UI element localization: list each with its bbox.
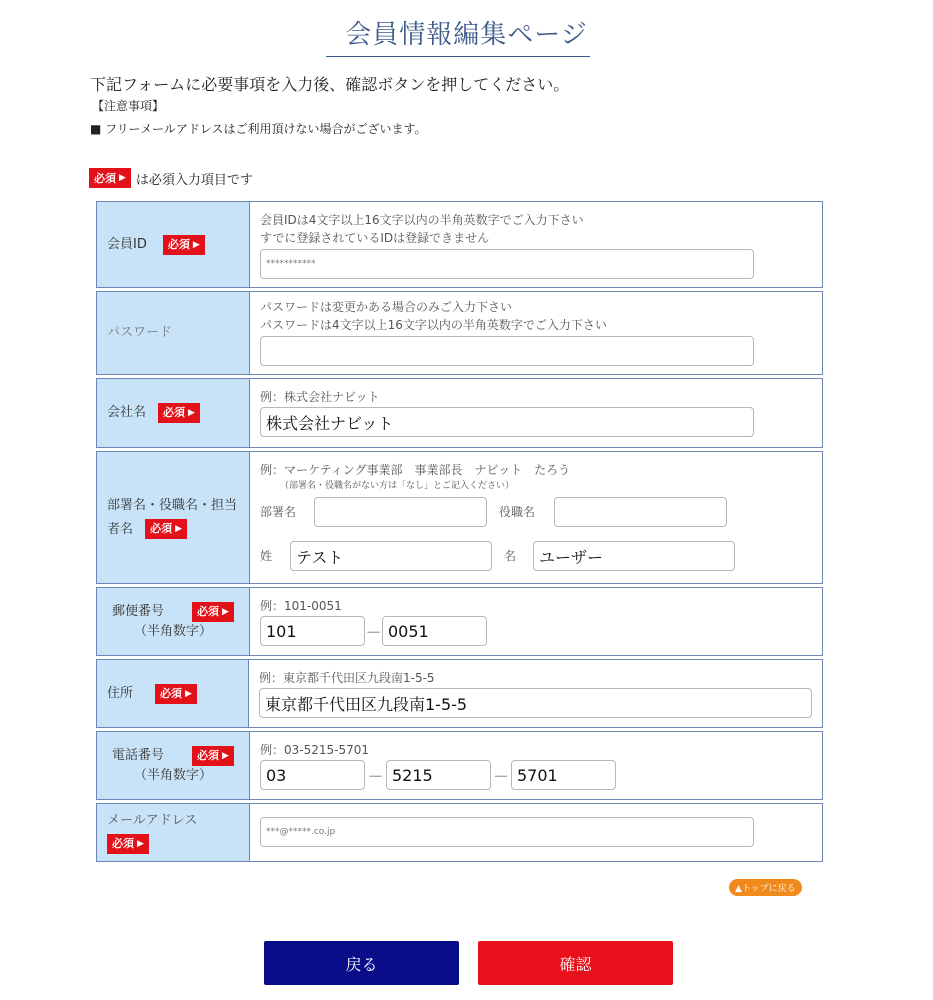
arrow-right-icon: ▶ [175, 524, 183, 534]
phone-input-3[interactable]: 5701 [511, 760, 616, 790]
row-phone [96, 731, 823, 800]
notice-heading: 【注意事項】 [92, 99, 165, 113]
member-form [96, 201, 823, 865]
postal-input-1[interactable]: 101 [260, 616, 365, 646]
required-badge: 必須 ▶ [192, 746, 234, 766]
phone-separator-2: － [492, 766, 509, 786]
required-badge: 必須 ▶ [89, 168, 131, 188]
label-postal: 郵便番号 必須 ▶ （半角数字） [97, 588, 250, 655]
last-name-label: 姓 [260, 549, 273, 563]
arrow-right-icon: ▶ [188, 408, 195, 418]
dept-input[interactable] [314, 497, 487, 527]
password-input[interactable] [260, 336, 754, 366]
postal-input-2[interactable]: 0051 [382, 616, 487, 646]
row-address [96, 659, 823, 728]
label-member-id: 会員ID 必須 ▶ [97, 202, 250, 287]
field-phone [250, 732, 822, 799]
row-postal [96, 587, 823, 656]
field-member-id [250, 202, 822, 287]
notice-text: ■ フリーメールアドレスはご利用頂けない場合がございます。 [90, 122, 427, 136]
company-input[interactable]: 株式会社ナビット [260, 407, 754, 437]
required-badge: 必須 ▶ [145, 519, 187, 539]
hint-member-id-2: すでに登録されているIDは登録できません [260, 231, 490, 245]
required-badge: 必須 ▶ [158, 403, 200, 423]
hint-address: 例：東京都千代田区九段南1-5-5 [259, 671, 435, 685]
label-company: 会社名 必須 ▶ [97, 379, 250, 447]
hint-company: 例：株式会社ナビット [260, 390, 380, 404]
field-postal [250, 588, 822, 655]
hint-password-1: パスワードは変更かある場合のみご入力下さい [260, 300, 513, 314]
position-label: 役職名 [499, 505, 536, 519]
hint-person: 例：マーケティング事業部 事業部長 ナビット たろう [260, 463, 571, 477]
label-address: 住所 必須 ▶ [97, 660, 249, 727]
back-to-top-link[interactable]: ▲トップに戻る [729, 879, 802, 896]
arrow-right-icon: ▶ [137, 839, 144, 849]
row-password [96, 291, 823, 375]
required-badge: 必須 ▶ [107, 834, 149, 854]
hint-member-id-1: 会員IDは4文字以上16文字以内の半角英数字でご入力下さい [260, 213, 584, 227]
label-password: パスワード [97, 292, 250, 374]
email-input[interactable]: ***@*****.co.jp [260, 817, 754, 847]
arrow-right-icon: ▶ [222, 606, 229, 617]
field-person [250, 452, 822, 583]
required-badge: 必須 ▶ [192, 602, 234, 622]
required-legend-text: は必須入力項目です [135, 172, 253, 188]
phone-separator-1: － [367, 766, 384, 786]
first-name-input[interactable]: ユーザー [533, 541, 735, 571]
address-input[interactable]: 東京都千代田区九段南1-5-5 [259, 688, 812, 718]
first-name-label: 名 [504, 549, 517, 563]
required-badge: 必須 ▶ [155, 684, 197, 704]
phone-input-2[interactable]: 5215 [386, 760, 491, 790]
phone-input-1[interactable]: 03 [260, 760, 365, 790]
postal-separator: － [365, 622, 382, 642]
hint-postal: 例：101-0051 [260, 599, 342, 613]
arrow-right-icon: ▶ [185, 688, 192, 699]
back-button[interactable]: 戻る [264, 941, 459, 985]
field-password [250, 292, 822, 374]
dept-label: 部署名 [260, 505, 297, 519]
arrow-right-icon: ▶ [222, 750, 229, 761]
confirm-button[interactable]: 確認 [478, 941, 673, 985]
arrow-right-icon: ▶ [192, 239, 200, 250]
position-input[interactable] [554, 497, 727, 527]
field-email [250, 804, 822, 861]
required-badge: 必須 ▶ [163, 235, 205, 255]
row-member-id [96, 201, 823, 288]
page-title: 会員情報編集ページ [345, 20, 588, 50]
label-phone: 電話番号 必須 ▶ （半角数字） [97, 732, 250, 799]
intro-text: 下記フォームに必要事項を入力後、確認ボタンを押してください。 [90, 75, 570, 94]
row-person [96, 451, 823, 584]
last-name-input[interactable]: テスト [290, 541, 492, 571]
row-company [96, 378, 823, 448]
label-email: メールアドレス 必須 ▶ [97, 804, 250, 861]
hint-password-2: パスワードは4文字以上16文字以内の半角英数字でご入力下さい [260, 318, 607, 332]
member-id-input[interactable]: *********** [260, 249, 754, 279]
row-email [96, 803, 823, 862]
label-person: 部署名・役職名・担当者名 必須 ▶ [97, 452, 250, 583]
title-underline [326, 56, 590, 57]
required-legend [89, 168, 253, 188]
hint-person-small: （部署名・役職名がない方は「なし」とご記入ください） [280, 481, 515, 491]
hint-phone: 例：03-5215-5701 [260, 743, 370, 757]
arrow-right-icon: ▶ [119, 173, 126, 183]
field-address [249, 660, 822, 727]
field-company [250, 379, 822, 447]
